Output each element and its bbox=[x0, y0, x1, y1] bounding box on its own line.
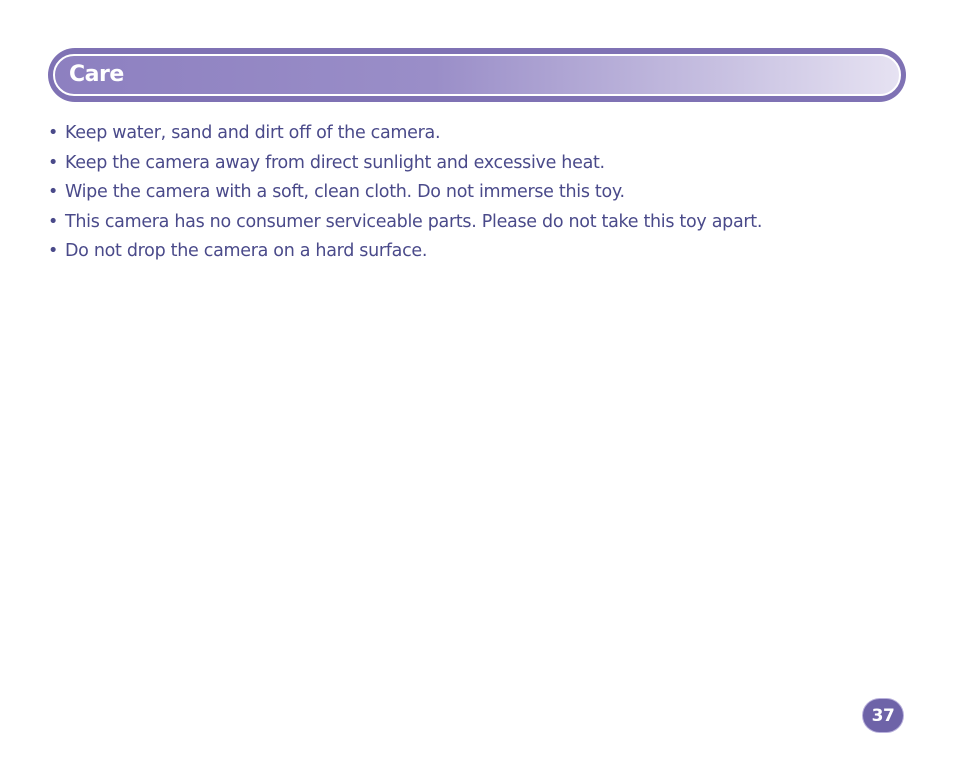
list-item-text: Keep water, sand and dirt off of the camera. bbox=[65, 123, 441, 143]
bullet-icon: • bbox=[48, 182, 59, 202]
bullet-icon: • bbox=[48, 123, 59, 143]
page-number: 37 bbox=[871, 705, 895, 726]
list-item-text: This camera has no consumer serviceable parts. Please do not take this toy apart. bbox=[65, 211, 763, 232]
bullet-icon: • bbox=[48, 152, 59, 173]
list-item bbox=[48, 123, 762, 153]
section-header-inner bbox=[53, 54, 901, 96]
care-instructions-list bbox=[48, 123, 762, 271]
section-header-bar bbox=[48, 48, 906, 102]
page-title: Care bbox=[69, 62, 124, 87]
list-item bbox=[48, 212, 762, 242]
list-item-text: Wipe the camera with a soft, clean cloth. Do not immerse this toy. bbox=[65, 182, 625, 202]
list-item-text: Keep the camera away from direct sunlight and excessive heat. bbox=[65, 152, 605, 173]
bullet-icon: • bbox=[48, 211, 59, 232]
list-item-text: Do not drop the camera on a hard surface. bbox=[65, 241, 428, 261]
list-item bbox=[48, 241, 762, 271]
page-number-badge bbox=[863, 699, 903, 732]
list-item bbox=[48, 153, 762, 183]
bullet-icon: • bbox=[48, 241, 59, 261]
list-item bbox=[48, 182, 762, 212]
